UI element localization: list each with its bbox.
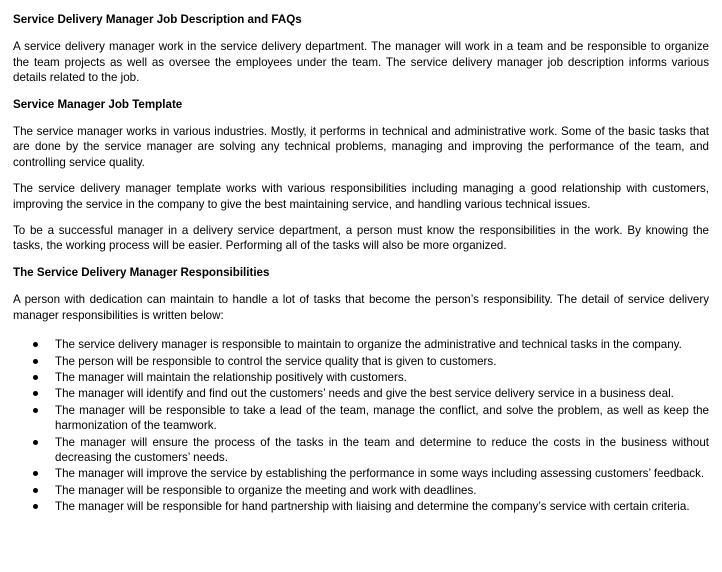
- responsibilities-list: [13, 337, 709, 514]
- intro-paragraph: A service delivery manager work in the service delivery department. The manager will work in a team and be responsible to organize the team projects as well as oversee the employees under the team. The service delivery manager job description informs various details related to the job.: [13, 40, 709, 85]
- list-item-text: The manager will maintain the relationship positively with customers.: [55, 370, 407, 384]
- document-title: Service Delivery Manager Job Description and FAQs: [13, 13, 302, 26]
- template-paragraph: The service manager works in various industries. Mostly, it performs in technical and administrative work. Some of the basic tasks that are done by the service manager are solving any technical problems, managing and improving the performance of the team, and controlling service quality.: [13, 125, 709, 169]
- bullet-icon: [33, 471, 38, 476]
- responsibilities-intro: A person with dedication can maintain to handle a lot of tasks that become the person’s responsibility. The detail of service delivery manager responsibilities is written below:: [13, 293, 709, 322]
- list-item: [13, 499, 709, 514]
- list-item: [13, 386, 709, 401]
- list-item-text: The manager will identify and find out the customers’ needs and give the best service delivery service in a business deal.: [55, 387, 674, 401]
- list-item: [13, 403, 709, 434]
- bullet-icon: [33, 408, 38, 413]
- list-item-text: The person will be responsible to control the service quality that is given to customers.: [55, 354, 497, 368]
- list-item: [13, 483, 709, 498]
- list-item-text: The manager will be responsible for hand partnership with liaising and determine the company’s service with certain criteria.: [55, 500, 690, 514]
- bullet-icon: [33, 375, 38, 380]
- list-item: [13, 337, 709, 352]
- list-item-text: The manager will be responsible to take a lead of the team, manage the conflict, and solve the problem, as well as keep the harmonization of the teamwork.: [55, 403, 709, 433]
- bullet-icon: [33, 488, 38, 493]
- list-item: [13, 435, 709, 466]
- list-item-text: The manager will be responsible to organize the meeting and work with deadlines.: [55, 483, 477, 497]
- list-item: [13, 354, 709, 369]
- list-item-text: The manager will ensure the process of the tasks in the team and determine to reduce the costs in the business without decreasing the customers’ needs.: [55, 435, 709, 464]
- template-paragraph: The service delivery manager template works with various responsibilities including managing a good relationship with customers, improving the service in the company to give the best maintaining service, and handling various technical issues.: [13, 182, 709, 211]
- template-paragraph: To be a successful manager in a delivery service department, a person must know the responsibilities in the work. By knowing the tasks, the working process will be easier. Performing all of the tasks will also be more organized.: [13, 224, 709, 253]
- bullet-icon: [33, 342, 38, 347]
- bullet-icon: [33, 440, 38, 445]
- template-section-heading: Service Manager Job Template: [13, 97, 183, 111]
- list-item-text: The service delivery manager is responsible to maintain to organize the administrative and technical tasks in the company.: [55, 338, 682, 352]
- responsibilities-section-heading: The Service Delivery Manager Responsibilities: [13, 265, 270, 279]
- bullet-icon: [33, 504, 38, 509]
- list-item: [13, 466, 709, 481]
- list-item-text: The manager will improve the service by establishing the performance in some ways including assessing customers’ feedback.: [55, 467, 705, 481]
- list-item: [13, 370, 709, 385]
- bullet-icon: [33, 359, 38, 364]
- bullet-icon: [33, 391, 38, 396]
